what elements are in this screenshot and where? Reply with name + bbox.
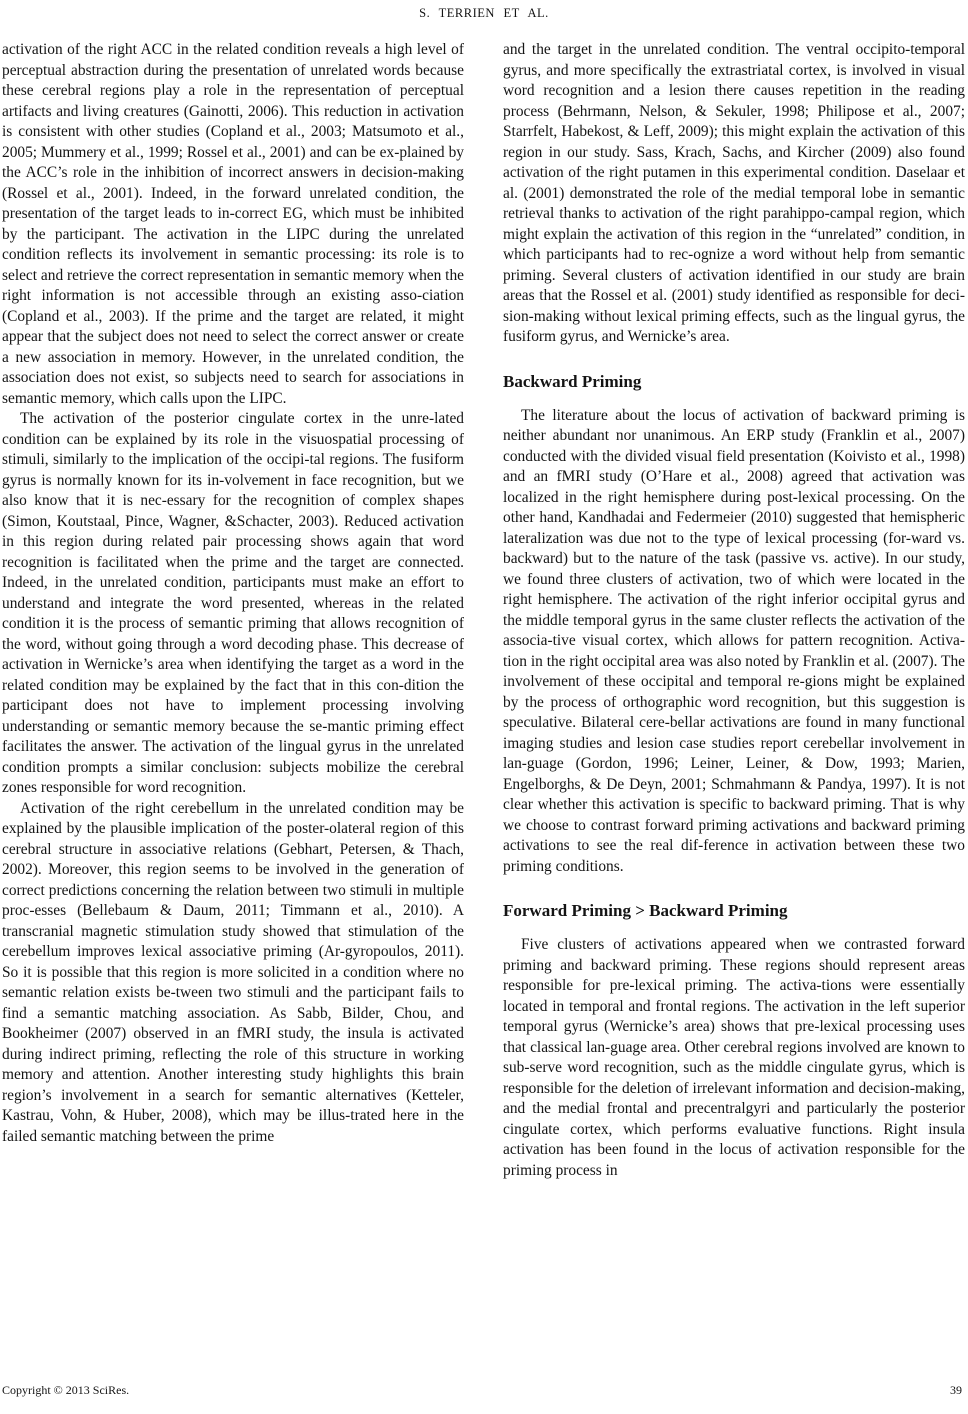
running-head: S. TERRIEN ET AL. xyxy=(419,6,549,20)
body-paragraph: Five clusters of activations appeared when we contrasted forward priming and backward priming. These regions should represent areas responsible for pre-lexical priming. The activa-tions were essentially located in temporal and frontal regions. The activation in the left superior temporal gyrus (Wernicke’s area) shows that pre-lexical processing uses that classical lan-guage area. Other cerebral regions involved are known to sub-serve word recognition, such as the middle cingulate gyrus, which is responsible for the deletion of irrelevant information and decision-making, and the medial frontal and precentralgyri and particularly the posterior cingulate cortex, which performs evaluative functions. Right insula activation has been found in the locus of activation responsible for the priming process in xyxy=(503,936,965,1179)
body-paragraph: The literature about the locus of activation of backward priming is neither abundant nor unanimous. An ERP study (Franklin et al., 2007) conducted with the divided visual field presentation (Koivisto et al., 1998) and an fMRI study (O’Hare et al., 2008) agreed that activation was localized in the right hemisphere during post-lexical processing. On the other hand, Kandhadai and Federmeier (2010) suggested that hemispheric lateralization was due not to the type of lexical processing (for-ward vs. backward) but to the nature of the task (passive vs. active). In our study, we found three clusters of activation, two of which were located in the right hemisphere. The activation of the right inferior occipital gyrus and the middle temporal gyrus in the same cluster reflects the activation of the associa-tive visual cortex, which allows for pattern recognition. Activa-tion in the right occipital area was also noted by Franklin et al. (2007). The involvement of these occipital and temporal re-gions might be explained by the process of orthographic word recognition, but this suggestion is speculative. Bilateral cere-bellar activations are found in many functional imaging studies and lesion case studies report cerebellar involvement in lan-guage (Gordon, 1996; Leiner, Leiner, & Dow, 1993; Marien, Engelborghs, & De Deyn, 2001; Schmahmann & Pandya, 1997). It is not clear whether this activation is specific to backward priming. That is why we choose to contrast forward priming activations and backward priming activations to see the real dif-ference in activation between these two priming conditions. xyxy=(503,406,965,875)
section-heading-backward-priming: Backward Priming xyxy=(503,371,642,391)
copyright-notice: Copyright © 2013 SciRes. xyxy=(2,1383,130,1397)
left-column xyxy=(2,40,464,1147)
body-paragraph: and the target in the unrelated condition. The ventral occipito-temporal gyrus, and more specifically the extrastriatal cortex, is involved in visual word recognition and a lesion there causes repetition in the reading process (Behrmann, Nelson, & Sekuler, 1998; Philipose et al., 2007; Starrfelt, Habekost, & Leff, 2009); this might explain the activation of this region in our study. Sass, Krach, Sachs, and Kircher (2009) also found activation of the right putamen in this experimental condition. Daselaar et al. (2001) demonstrated the role of the medial temporal lobe in semantic retrieval thanks to activation of the right parahippo-campal region, which might explain the activation of this region in the “unrelated” condition, in which participants had to rec-ognize a word without help from semantic priming. Several clusters of activation identified in our study are brain areas that the Rossel et al. (2001) study identified as responsible for deci-sion-making without lexical priming effects, such as the lingual gyrus, the fusiform gyrus, and Wernicke’s area. xyxy=(503,41,965,345)
body-paragraph: activation of the right ACC in the related condition reveals a high level of perceptual abstraction during the presentation of unrelated words because these cerebral regions play a role in the representation of perceptual artifacts and living creatures (Gainotti, 2006). This reduction in activation is consistent with other studies (Copland et al., 2003; Matsumoto et al., 2005; Mummery et al., 1999; Rossel et al., 2001) and can be ex-plained by the ACC’s role in the inhibition of incorrect answers in decision-making (Rossel et al., 2001). Indeed, in the forward unrelated condition, the presentation of the target leads to in-correct EG, which must be inhibited by the participant. The activation in the LIPC during the unrelated condition reflects its involvement in semantic processing: its role is to select and retrieve the correct representation in semantic memory when the right information is not accessible through an existing asso-ciation (Copland et al., 2003). If the prime and the target are related, it might appear that the subject does not need to select the correct answer or create a new association in memory. However, in the unrelated condition, the association does not exist, so subjects need to search for associations in semantic memory, which calls upon the LIPC. xyxy=(2,41,464,407)
section-heading-forward-vs-backward: Forward Priming > Backward Priming xyxy=(503,901,788,920)
right-column xyxy=(503,40,965,1181)
body-paragraph: The activation of the posterior cingulate cortex in the unre-lated condition can be explained by its role in the visuospatial processing of stimuli, similarly to the implication of the occipi-tal regions. The fusiform gyrus is normally known for its in-volvement in face recognition, but we also know that it is nec-essary for the recognition of complex shapes (Simon, Koutstaal, Pince, Wagner, &Schacter, 2003). Reduced activation in this region during related pair processing shows again that word recognition is facilitated when the prime and the target are connected. Indeed, in the unrelated condition, participants must make an effort to understand and integrate the word presented, whereas in the related condition it is the process of semantic priming that allows recognition of the word, without going through a word decoding phase. This decrease of activation in Wernicke’s area when identifying the target as a word in the related condition may be explained by the fact that in this con-dition the participant does not have to implement processing involving understanding or semantic memory because the se-mantic priming effect facilitates the answer. The activation of the lingual gyrus in the unrelated condition prompts a similar conclusion: subjects mobilize the cerebral zones responsible for word recognition. xyxy=(2,410,464,796)
page-number: 39 xyxy=(950,1383,962,1397)
body-paragraph: Activation of the right cerebellum in the unrelated condition may be explained by the plausible implication of the poster-olateral region of this cerebral structure in associative relations (Gebhart, Petersen, & Thach, 2002). Moreover, this region seems to be involved in the generation of correct predictions concerning the relation between two stimuli in multiple proc-esses (Bellebaum & Daum, 2011; Timmann et al., 2010). A transcranial magnetic stimulation study showed that stimulation of the cerebellum improves lexical associative priming (Ar-gyropoulos, 2011). So it is possible that this region is more solicited in a condition where no semantic relation exists be-tween two stimuli and the participant fails to find a semantic matching association. As Sabb, Bilder, Chou, and Bookheimer (2007) observed in an fMRI study, the insula is activated during indirect priming, reflecting the role of this structure in working memory and attention. Another interesting study highlights this brain region’s involvement in a search for semantic alternatives (Ketteler, Kastrau, Vohn, & Huber, 2008), which may be illus-trated here in the failed semantic matching between the prime xyxy=(2,799,464,1145)
